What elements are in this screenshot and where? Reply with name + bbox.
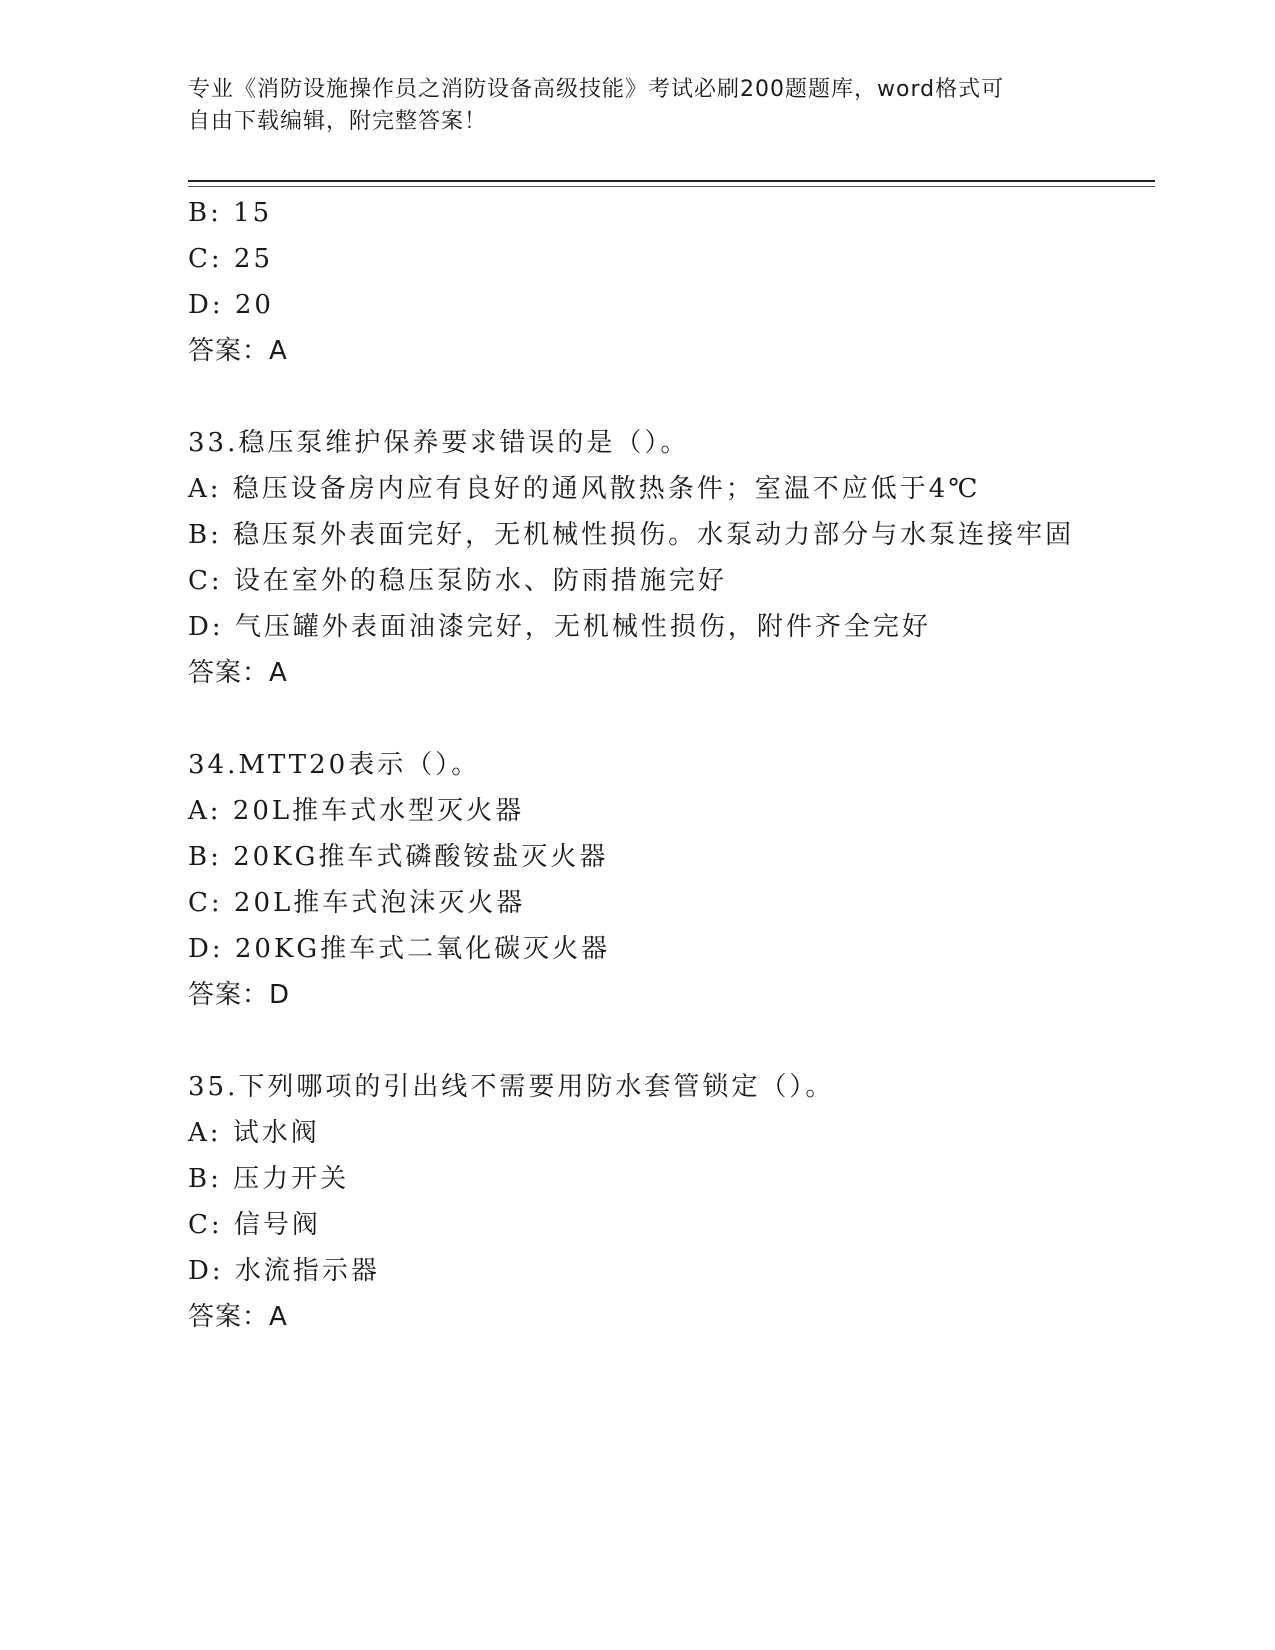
question-stem: 35.下列哪项的引出线不需要用防水套管锁定（）。 bbox=[188, 1072, 835, 1102]
option-c: C: 20L推车式泡沫灭火器 bbox=[188, 888, 526, 918]
question-34 bbox=[188, 742, 1148, 1018]
question-list bbox=[188, 190, 1148, 1340]
option-d: D: 20 bbox=[188, 290, 274, 320]
answer-line: 答案：A bbox=[188, 658, 288, 688]
option-d: D: 20KG推车式二氧化碳灭火器 bbox=[188, 934, 611, 964]
header-line-2: 自由下载编辑，附完整答案！ bbox=[188, 109, 488, 134]
option-b: B: 20KG推车式磷酸铵盐灭火器 bbox=[188, 842, 609, 872]
question-35 bbox=[188, 1064, 1148, 1340]
option-a: A: 试水阀 bbox=[188, 1118, 320, 1148]
header-divider-thick bbox=[188, 180, 1155, 182]
option-d: D: 水流指示器 bbox=[188, 1256, 380, 1286]
spacer bbox=[188, 696, 1148, 742]
option-b: B: 压力开关 bbox=[188, 1164, 350, 1194]
question-32-tail bbox=[188, 190, 1148, 374]
answer-line: 答案：A bbox=[188, 1302, 288, 1332]
question-stem: 33.稳压泵维护保养要求错误的是（）。 bbox=[188, 428, 690, 458]
answer-line: 答案：D bbox=[188, 980, 291, 1010]
option-b: B: 15 bbox=[188, 198, 273, 228]
option-d: D: 气压罐外表面油漆完好，无机械性损伤，附件齐全完好 bbox=[188, 612, 931, 642]
option-a: A: 20L推车式水型灭火器 bbox=[188, 796, 525, 826]
question-stem: 34.MTT20表示（）。 bbox=[188, 750, 481, 780]
spacer bbox=[188, 1018, 1148, 1064]
option-c: C: 25 bbox=[188, 244, 274, 274]
option-b: B: 稳压泵外表面完好，无机械性损伤。水泵动力部分与水泵连接牢固 bbox=[188, 520, 1075, 550]
option-c: C: 信号阀 bbox=[188, 1210, 321, 1240]
header-divider-thin bbox=[188, 186, 1155, 187]
document-header bbox=[188, 74, 1068, 138]
option-a: A: 稳压设备房内应有良好的通风散热条件；室温不应低于4℃ bbox=[188, 474, 981, 504]
answer-line: 答案：A bbox=[188, 336, 288, 366]
spacer bbox=[188, 374, 1148, 420]
header-line-1: 专业《消防设施操作员之消防设备高级技能》考试必刷200题题库，word格式可 bbox=[188, 77, 1005, 102]
question-33 bbox=[188, 420, 1148, 696]
option-c: C: 设在室外的稳压泵防水、防雨措施完好 bbox=[188, 566, 727, 596]
